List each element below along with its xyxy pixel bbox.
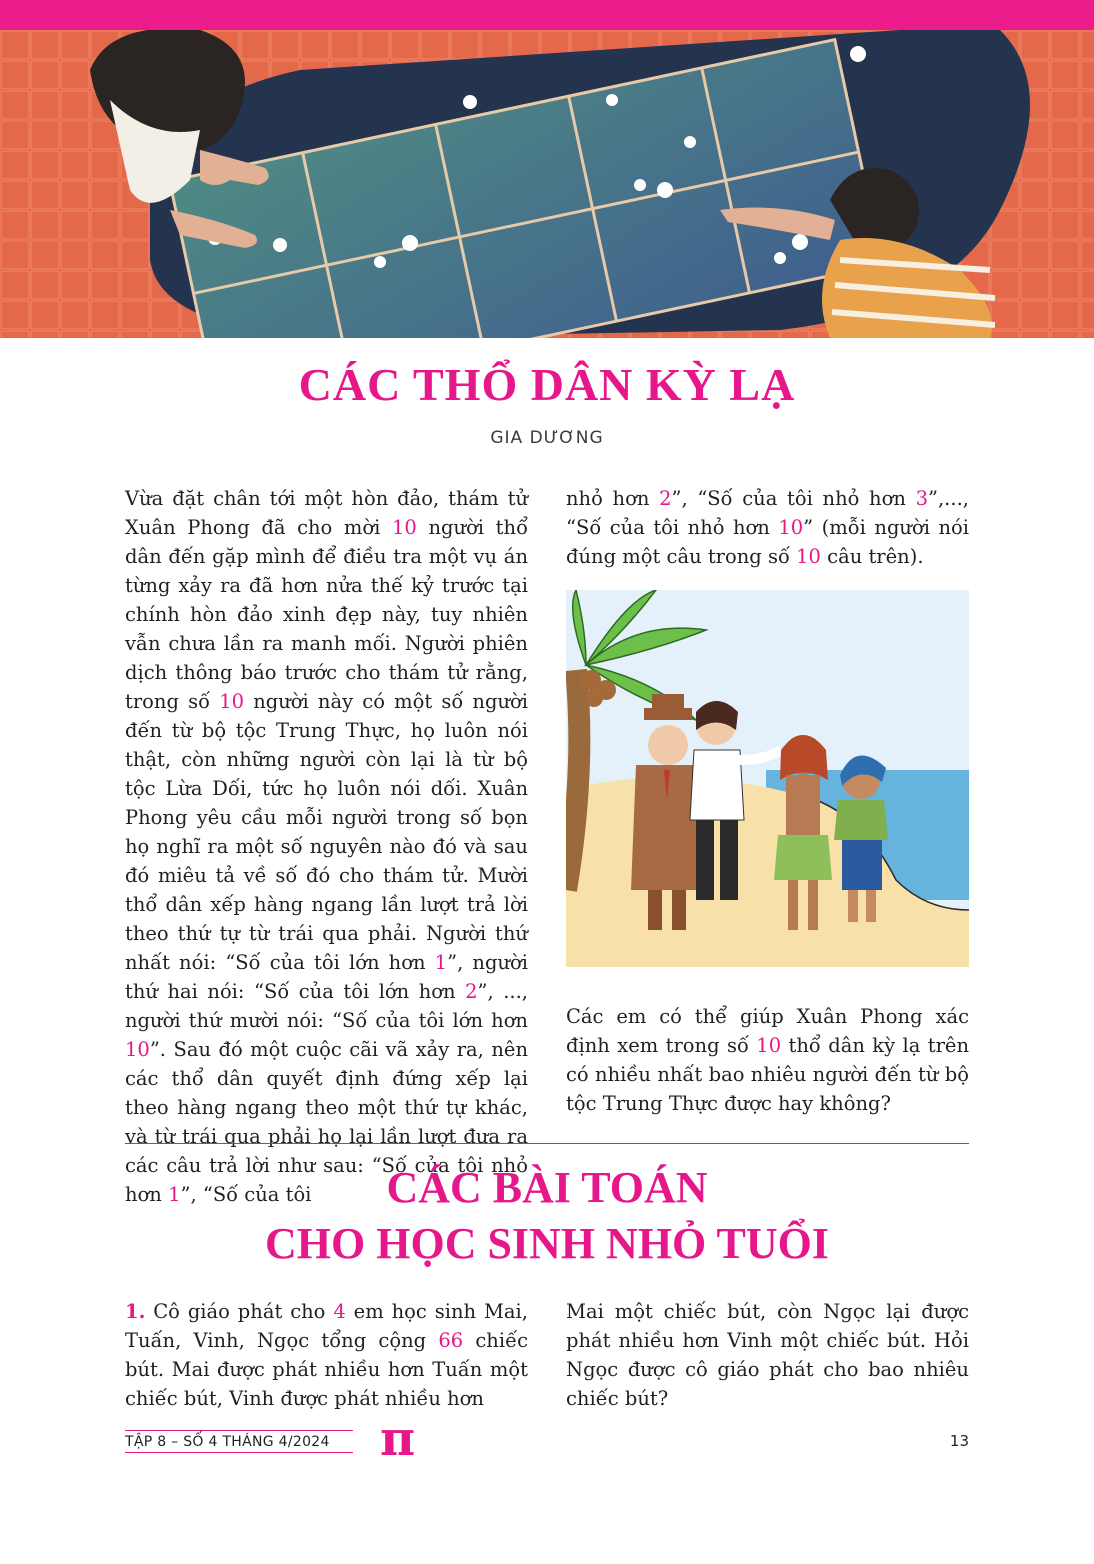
problem-text-column-2 bbox=[566, 1297, 969, 1413]
text-run: Mai một chiếc bút, còn Ngọc lại được phát nhiều hơn Vinh một chiếc bút. Hỏi Ngọc được cô giáo phát cho bao nhiêu chiếc bút? bbox=[566, 1300, 969, 1410]
text-run: ”, ..., người thứ mười nói: “Số của tôi lớn hơn bbox=[125, 980, 528, 1032]
article-title: CÁC THỔ DÂN KỲ LẠ bbox=[298, 359, 796, 410]
text-run: em học sinh Mai, Tuấn, Vinh, Ngọc tổng cộng bbox=[125, 1300, 528, 1352]
text-run: ”, “Số của tôi bbox=[180, 1183, 312, 1206]
paragraph bbox=[566, 1297, 969, 1413]
paragraph bbox=[566, 1002, 969, 1118]
highlighted-number: 3 bbox=[915, 487, 929, 510]
section-title-line-1: CÁC BÀI TOÁN bbox=[386, 1163, 708, 1212]
highlighted-number: 66 bbox=[438, 1329, 464, 1352]
hero-illustration bbox=[0, 30, 1094, 338]
section-title bbox=[0, 1160, 1094, 1272]
island-illustration bbox=[566, 590, 969, 967]
highlighted-number: 2 bbox=[465, 980, 478, 1003]
page-number: 13 bbox=[949, 1432, 969, 1450]
text-run: Vừa đặt chân tới một hòn đảo, thám tử Xuân Phong đã cho mời bbox=[125, 487, 528, 539]
text-run: câu trên). bbox=[820, 545, 924, 568]
article-author: GIA DƯƠNG bbox=[490, 428, 604, 448]
text-run: ”. Sau đó một cuộc cãi vã xảy ra, nên các thổ dân quyết định đứng xếp lại theo hàng ngang theo một thứ tự khác, và từ trái qua phải họ lại lần lượt đưa ra các câu trả lời như sau: “Số của tôi nhỏ hơn bbox=[125, 1038, 528, 1206]
issue-label: TẬP 8 – SỐ 4 THÁNG 4/2024 bbox=[125, 1430, 353, 1453]
paragraph bbox=[125, 1297, 528, 1413]
article-text-column-1 bbox=[125, 484, 528, 1209]
text-run: Các em có thể giúp Xuân Phong xác định xem trong số bbox=[566, 1005, 969, 1057]
article-question bbox=[566, 1002, 969, 1118]
highlighted-number: 10 bbox=[796, 545, 821, 568]
section-divider bbox=[125, 1143, 969, 1144]
section-title-line-2: CHO HỌC SINH NHỎ TUỔI bbox=[265, 1219, 829, 1268]
highlighted-number: 1 bbox=[168, 1183, 181, 1206]
problem-number: 1. bbox=[125, 1300, 146, 1323]
highlighted-number: 10 bbox=[125, 1038, 150, 1061]
highlighted-number: 4 bbox=[333, 1300, 346, 1323]
highlighted-number: 1 bbox=[434, 951, 448, 974]
text-run: người này có một số người đến từ bộ tộc Trung Thực, họ luôn nói thật, còn những người còn lại là từ bộ tộc Lừa Dối, tức họ luôn nói dối. Xuân Phong yêu cầu mỗi người trong số bọn họ nghĩ ra một số nguyên nào đó và sau đó miêu tả về số đó cho thám tử. Mười thổ dân xếp hàng ngang lần lượt trả lời theo thứ tự từ trái qua phải. Người thứ nhất nói: “Số của tôi lớn hơn bbox=[125, 690, 528, 974]
text-run: Cô giáo phát cho bbox=[145, 1300, 334, 1323]
text-run: ” (mỗi người nói đúng một câu trong số bbox=[566, 516, 969, 568]
paragraph bbox=[566, 484, 969, 571]
text-run: nhỏ hơn bbox=[566, 487, 660, 510]
text-run: thổ dân kỳ lạ trên có nhiều nhất bao nhiêu người đến từ bộ tộc Trung Thực được hay không? bbox=[566, 1034, 969, 1115]
highlighted-number: 10 bbox=[778, 516, 804, 539]
article-text-column-2 bbox=[566, 484, 969, 571]
text-run: ”, người thứ hai nói: “Số của tôi lớn hơn bbox=[125, 951, 528, 1003]
text-run: chiếc bút. Mai được phát nhiều hơn Tuấn một chiếc bút, Vinh được phát nhiều hơn bbox=[125, 1329, 528, 1410]
text-run: ”, “Số của tôi nhỏ hơn bbox=[671, 487, 916, 510]
paragraph bbox=[125, 484, 528, 1209]
highlighted-number: 10 bbox=[756, 1034, 782, 1057]
text-run: người thổ dân đến gặp mình để điều tra một vụ án từng xảy ra đã hơn nửa thế kỷ trước tại chính hòn đảo xinh đẹp này, tuy nhiên vẫn chưa lần ra manh mối. Người phiên dịch thông báo trước cho thám tử rằng, trong số bbox=[125, 516, 528, 713]
problem-text-column-1 bbox=[125, 1297, 528, 1413]
text-run: ”,..., “Số của tôi nhỏ hơn bbox=[566, 487, 969, 539]
pi-logo: π bbox=[380, 1411, 416, 1467]
highlighted-number: 10 bbox=[392, 516, 417, 539]
highlighted-number: 2 bbox=[659, 487, 672, 510]
highlighted-number: 10 bbox=[219, 690, 245, 713]
